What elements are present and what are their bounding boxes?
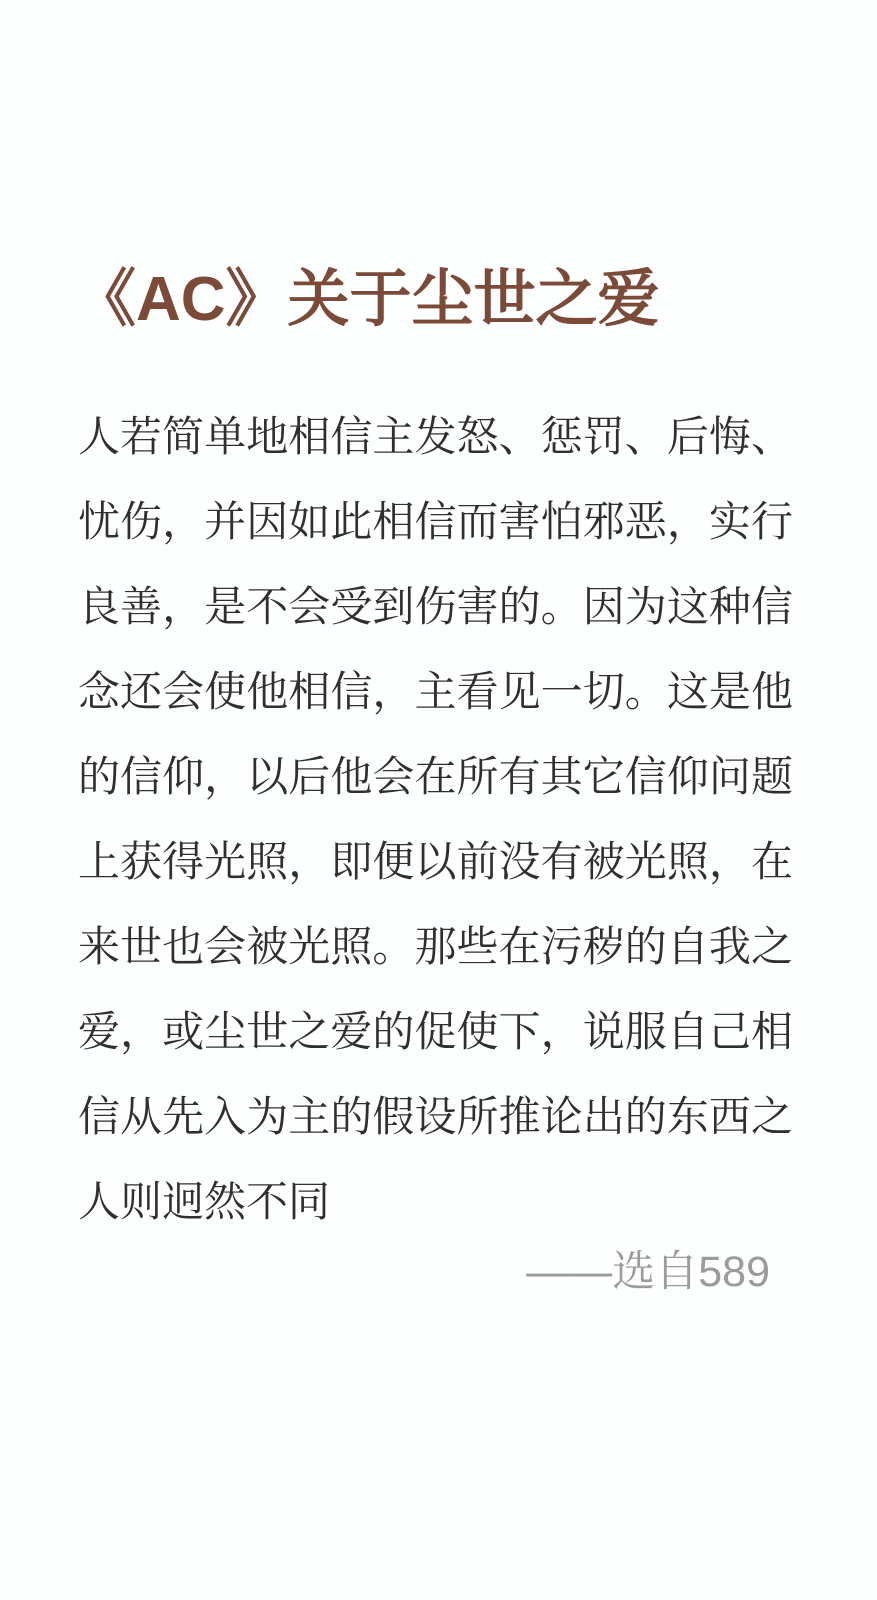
- body-line: 良善，是不会受到伤害的。因为这种信: [78, 585, 793, 631]
- body-line: 爱，或尘世之爱的促使下，说服自己相: [78, 1010, 793, 1056]
- body-line: 来世也会被光照。那些在污秽的自我之: [78, 925, 793, 971]
- body-text: [78, 396, 793, 1246]
- body-line: 人则迥然不同: [78, 1180, 331, 1226]
- attribution: ——选自589: [526, 1248, 770, 1296]
- page-title: 《AC》关于尘世之爱: [74, 265, 660, 334]
- body-line: 人若简单地相信主发怒、惩罚、后悔、: [78, 415, 793, 461]
- body-line: 念还会使他相信，主看见一切。这是他: [78, 670, 793, 716]
- body-line: 信从先入为主的假设所推论出的东西之: [78, 1095, 793, 1141]
- body-line: 的信仰，以后他会在所有其它信仰问题: [78, 755, 793, 801]
- body-line: 忧伤，并因如此相信而害怕邪恶，实行: [78, 500, 793, 546]
- body-line: 上获得光照，即便以前没有被光照，在: [78, 840, 793, 886]
